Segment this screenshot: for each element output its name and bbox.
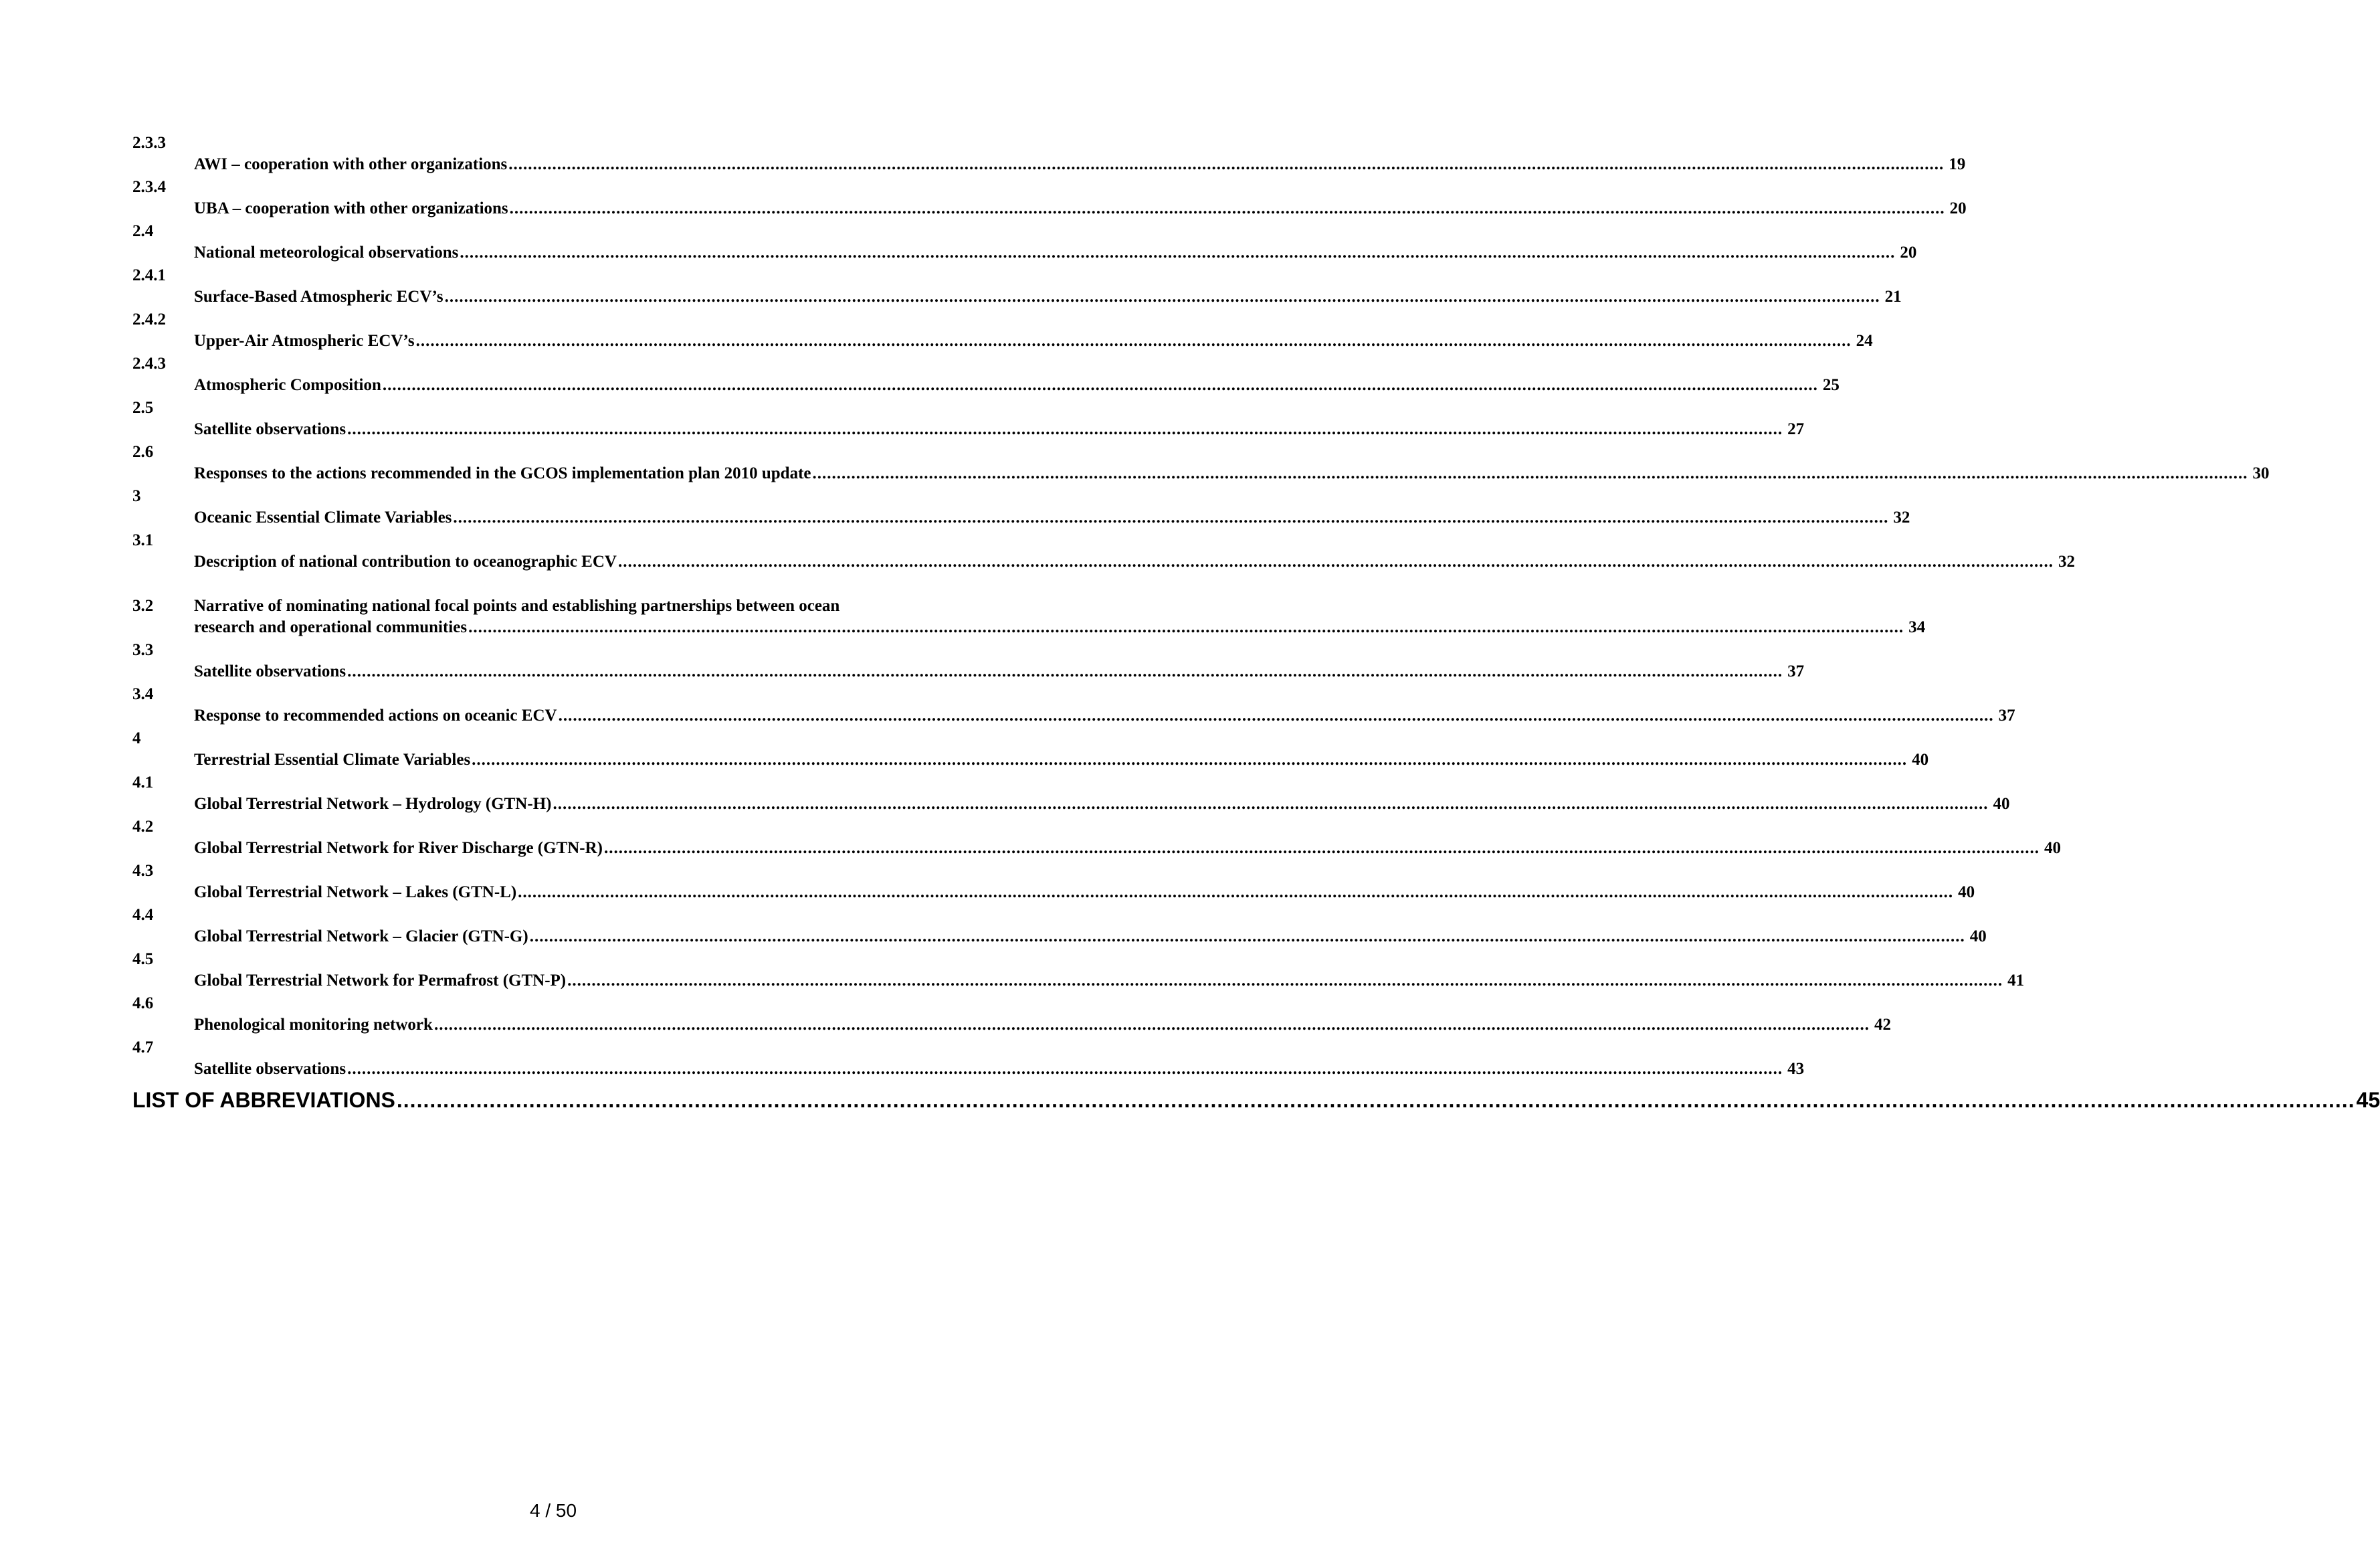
toc-leader-dots: [434, 1014, 1870, 1036]
toc-entry-title: Satellite observations: [194, 662, 346, 680]
toc-entry-number: 4.6: [132, 994, 154, 1012]
toc-entry-title: Satellite observations: [194, 1060, 346, 1078]
toc-entry-number: 4: [132, 729, 141, 747]
toc-entry-title: Upper-Air Atmospheric ECV’s: [194, 332, 415, 350]
toc-entry-number: 3.2: [132, 597, 154, 615]
toc-entry-number: 4.5: [132, 950, 154, 968]
toc-entry-title: UBA – cooperation with other organizations: [194, 199, 508, 217]
toc-entry-number: 3.1: [132, 531, 154, 549]
toc-leader-dots: [460, 242, 1895, 264]
toc-leader-dots: [604, 838, 2040, 859]
toc-leader-dots: [518, 882, 1953, 903]
toc-entry-page: 30: [2252, 464, 2270, 482]
toc-leader-dots: [508, 154, 1944, 175]
toc-entry-title: Satellite observations: [194, 420, 346, 438]
toc-section-title: LIST OF ABBREVIATIONS: [132, 1088, 395, 1112]
toc-leader-dots: [510, 198, 1945, 219]
toc-entry-number: 2.3.3: [132, 134, 166, 152]
toc-leader-dots: [347, 1058, 1783, 1080]
toc-entry-number: 2.4: [132, 222, 154, 240]
toc-entry[interactable]: [132, 219, 1917, 264]
toc-leader-dots: [445, 286, 1880, 308]
toc-entry-title: Global Terrestrial Network – Glacier (GTN-G): [194, 927, 528, 945]
toc-entry-page: 37: [1787, 662, 1805, 680]
toc-leader-dots: [559, 705, 1994, 727]
toc-entry-title: research and operational communities: [194, 618, 468, 636]
toc-entry[interactable]: [132, 815, 2062, 859]
toc-entry[interactable]: [132, 264, 1902, 308]
page-number-footer: 4 / 50: [529, 1500, 577, 1521]
toc-entry-number: 4.7: [132, 1038, 154, 1056]
toc-entry-title: Global Terrestrial Network – Lakes (GTN-L): [194, 883, 517, 901]
toc-entry-title: Phenological monitoring network: [194, 1016, 433, 1034]
toc-entry-title: Surface-Based Atmospheric ECV’s: [194, 288, 443, 306]
toc-entry-number: 2.4.3: [132, 355, 166, 373]
toc-entry[interactable]: [132, 175, 1967, 219]
toc-entry-page: 32: [2058, 553, 2075, 571]
toc-entry-page: 43: [1787, 1060, 1805, 1078]
toc-section-abbreviations[interactable]: [132, 1088, 2380, 1113]
toc-entry[interactable]: [132, 352, 1840, 396]
toc-leader-dots: [347, 419, 1783, 440]
toc-leader-dots: [383, 375, 1818, 396]
toc-entry-page: 40: [1958, 883, 1975, 901]
toc-entry[interactable]: [132, 727, 1929, 771]
toc-entry[interactable]: [132, 484, 1910, 529]
toc-entry[interactable]: [132, 529, 2075, 573]
toc-entry-number: 3: [132, 487, 141, 505]
toc-entry-number: 4.4: [132, 906, 154, 924]
toc-entry-number: 4.3: [132, 862, 154, 880]
toc-leader-dots: [472, 749, 1907, 771]
toc-entry[interactable]: [132, 308, 1873, 352]
toc-entry-page: 40: [1993, 795, 2010, 813]
toc-entry-page: 40: [2044, 839, 2062, 857]
toc-leader-dots: [397, 1088, 2355, 1113]
toc-entry-title: National meteorological observations: [194, 244, 459, 262]
toc-entry-page: 37: [1998, 707, 2015, 725]
toc-entry[interactable]: [132, 903, 1987, 947]
toc-entry-page: 19: [1949, 155, 1966, 173]
toc-entry-title: Responses to the actions recommended in the GCOS implementation plan 2010 update: [194, 464, 811, 482]
toc-entry-number: 2.4.1: [132, 266, 166, 284]
toc-entry-title: Global Terrestrial Network for Permafrost (GTN-P): [194, 972, 567, 990]
toc-entry[interactable]: [132, 1036, 1805, 1080]
table-of-contents: [132, 131, 2270, 1080]
toc-entry[interactable]: [132, 440, 2270, 484]
toc-entry-page: 21: [1884, 288, 1902, 306]
toc-entry-number: 2.6: [132, 443, 154, 461]
toc-entry[interactable]: [132, 131, 1966, 175]
toc-entry-title: Global Terrestrial Network – Hydrology (GTN-H): [194, 795, 552, 813]
toc-entry-page: 40: [1969, 927, 1987, 945]
toc-section-page: 45: [2356, 1088, 2380, 1112]
toc-leader-dots: [553, 794, 1988, 815]
toc-entry-title: AWI – cooperation with other organizations: [194, 155, 508, 173]
toc-leader-dots: [618, 551, 2054, 573]
toc-entry-title: Terrestrial Essential Climate Variables: [194, 751, 471, 769]
toc-entry[interactable]: [132, 947, 2025, 992]
toc-entry-page: 32: [1893, 509, 1910, 527]
toc-leader-dots: [416, 331, 1852, 352]
toc-entry-page: 41: [2007, 972, 2025, 990]
toc-entry[interactable]: [132, 859, 1975, 903]
toc-entry[interactable]: [132, 771, 2010, 815]
toc-entry[interactable]: [132, 638, 1805, 682]
toc-entry-title: Response to recommended actions on oceanic ECV: [194, 707, 557, 725]
toc-leader-dots: [347, 661, 1783, 682]
toc-leader-dots: [530, 926, 1965, 947]
toc-leader-dots: [813, 463, 2248, 484]
toc-leader-dots: [567, 970, 2003, 992]
toc-entry-title-line1: Narrative of nominating national focal points and establishing partnerships between ocean: [194, 597, 840, 615]
toc-entry-page: 20: [1900, 244, 1917, 262]
toc-entry-number: 2.5: [132, 399, 154, 417]
toc-entry-page: 40: [1912, 751, 1929, 769]
toc-entry-title: Global Terrestrial Network for River Discharge (GTN-R): [194, 839, 603, 857]
toc-entry-page: 25: [1822, 376, 1840, 394]
toc-entry-number: 2.4.2: [132, 310, 166, 329]
toc-entry-title: Atmospheric Composition: [194, 376, 381, 394]
toc-entry-page: 20: [1949, 199, 1967, 217]
toc-entry-title: Oceanic Essential Climate Variables: [194, 509, 452, 527]
toc-entry[interactable]: [132, 682, 2015, 727]
toc-entry-page: 34: [1908, 618, 1926, 636]
toc-entry-number: 3.3: [132, 641, 154, 659]
toc-entry[interactable]: [132, 992, 1891, 1036]
toc-entry-number: 4.1: [132, 773, 154, 792]
toc-entry-title: Description of national contribution to oceanographic ECV: [194, 553, 617, 571]
toc-entry-number: 4.2: [132, 818, 154, 836]
toc-entry-number: 2.3.4: [132, 178, 166, 196]
toc-entry-page: 42: [1874, 1016, 1891, 1034]
toc-entry-page: 24: [1856, 332, 1873, 350]
toc-entry[interactable]: [132, 573, 1926, 638]
toc-leader-dots: [453, 507, 1888, 529]
toc-entry-page: 27: [1787, 420, 1805, 438]
toc-leader-dots: [468, 617, 1904, 638]
toc-entry-number: 3.4: [132, 685, 154, 703]
toc-entry[interactable]: [132, 396, 1805, 440]
